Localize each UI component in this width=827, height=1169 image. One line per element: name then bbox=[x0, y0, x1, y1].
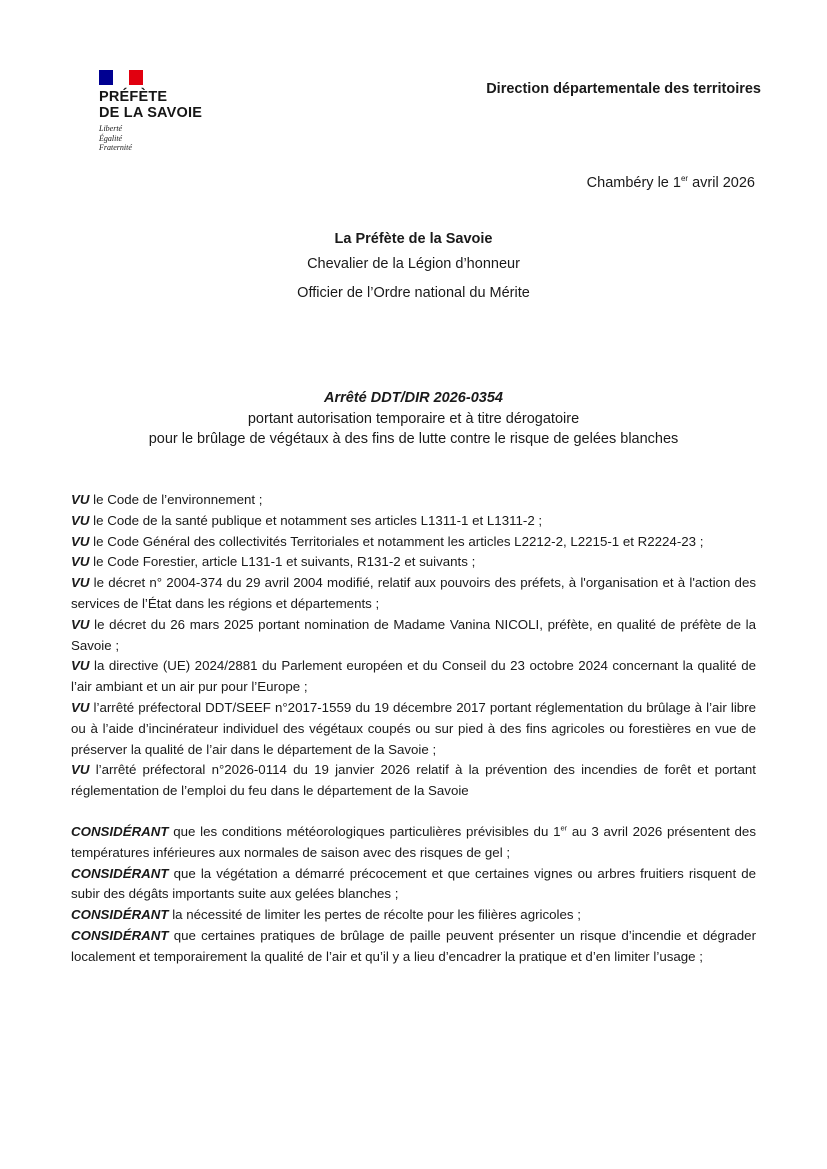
motto-egalite: Égalité bbox=[99, 133, 123, 143]
visa-text: l’arrêté préfectoral DDT/SEEF n°2017-1559 du 19 décembre 2017 portant réglementation du brûlage à l’air libre ou à l’aide d’incinérateur individuel des végétaux coupés ou sur pied à des fins agricoles ou forestières en vue de préserver la qualité de l’air dans le département de la Savoie ; bbox=[71, 699, 756, 757]
visa-text: le Code de la santé publique et notamment ses articles L1311-1 et L1311-2 ; bbox=[89, 512, 543, 528]
considerant-text-before: que les conditions météorologiques particulières prévisibles du 1 bbox=[168, 823, 561, 839]
visa-keyword: VU bbox=[71, 699, 90, 715]
arrete-subtitle-1: portant autorisation temporaire et à titre dérogatoire bbox=[247, 411, 580, 427]
prefet-title: La Préfète de la Savoie bbox=[334, 231, 493, 247]
document-date bbox=[587, 175, 755, 191]
visa-item bbox=[71, 552, 756, 573]
visa-item bbox=[71, 615, 756, 657]
considerant-keyword: CONSIDÉRANT bbox=[71, 823, 169, 839]
visa-keyword: VU bbox=[71, 492, 90, 507]
considerant-keyword: CONSIDÉRANT bbox=[71, 907, 169, 923]
visa-text: le Code Général des collectivités Territoriales et notamment les articles L2212-2, L2215-1 et R2224-23 ; bbox=[89, 533, 704, 549]
date-sup: er bbox=[680, 174, 689, 184]
considerant-sup: er bbox=[560, 823, 568, 833]
visa-item bbox=[71, 490, 756, 511]
visa-text: le décret du 26 mars 2025 portant nomination de Madame Vanina NICOLI, préfète, en qualité de préfète de la Savoie ; bbox=[71, 616, 756, 653]
motto-liberte: Liberté bbox=[99, 124, 123, 133]
visa-item bbox=[71, 573, 756, 615]
logo-line-2: DE LA SAVOIE bbox=[99, 105, 203, 121]
considerant-text-after: au 3 avril 2026 présentent des températures inférieures aux normales de saison avec des risques de gel ; bbox=[71, 823, 756, 860]
visa-keyword: VU bbox=[71, 658, 90, 674]
prefet-honor-2: Officier de l’Ordre national du Mérite bbox=[297, 285, 530, 301]
considerant-item bbox=[71, 822, 756, 864]
visa-keyword: VU bbox=[71, 616, 90, 632]
considerant-item bbox=[71, 905, 756, 926]
document-body bbox=[71, 490, 756, 968]
visa-keyword: VU bbox=[71, 512, 90, 528]
visa-item bbox=[71, 532, 756, 553]
prefet-honor-1: Chevalier de la Légion d’honneur bbox=[307, 256, 520, 272]
considerant-keyword: CONSIDÉRANT bbox=[71, 927, 169, 943]
visa-text: l’arrêté préfectoral n°2026-0114 du 19 janvier 2026 relatif à la prévention des incendies de forêt et portant réglementation de l’emploi du feu dans le département de la Savoie bbox=[71, 762, 756, 799]
date-suffix: avril 2026 bbox=[688, 175, 755, 191]
arrete-title: Arrêté DDT/DIR 2026-0354 bbox=[324, 390, 503, 406]
prefecture-logo bbox=[99, 70, 229, 153]
visa-text: le Code Forestier, article L131-1 et suivants, R131-2 et suivants ; bbox=[89, 554, 476, 570]
considerant-item bbox=[71, 926, 756, 968]
visa-keyword: VU bbox=[71, 575, 90, 591]
visa-item bbox=[71, 511, 756, 532]
visa-keyword: VU bbox=[71, 762, 90, 778]
visa-text: la directive (UE) 2024/2881 du Parlement européen et du Conseil du 23 octobre 2024 concernant la qualité de l’air ambiant et un air pur pour l’Europe ; bbox=[71, 658, 756, 695]
flag-red-band bbox=[129, 70, 143, 85]
logo-motto bbox=[99, 124, 229, 153]
motto-fraternite: Fraternité bbox=[99, 143, 132, 152]
visa-item bbox=[71, 760, 756, 802]
visa-keyword: VU bbox=[71, 533, 90, 549]
flag-blue-band bbox=[99, 70, 113, 85]
flag-white-band bbox=[113, 70, 129, 85]
arrete-subtitle-2: pour le brûlage de végétaux à des fins de lutte contre le risque de gelées blanches bbox=[148, 431, 679, 447]
logo-brand bbox=[99, 89, 229, 121]
considerant-text: la nécessité de limiter les pertes de récolte pour les filières agricoles ; bbox=[168, 907, 581, 923]
visa-keyword: VU bbox=[71, 554, 90, 570]
section-spacer bbox=[71, 802, 756, 822]
considerant-item bbox=[71, 864, 756, 906]
french-flag-icon bbox=[99, 70, 143, 85]
considerant-text: que la végétation a démarré précocement et que certaines vignes ou arbres fruitiers risquent de subir des dégâts importants suite aux gelées blanches ; bbox=[71, 865, 756, 902]
date-prefix: Chambéry le 1 bbox=[586, 175, 681, 191]
visa-item bbox=[71, 656, 756, 698]
considerant-keyword: CONSIDÉRANT bbox=[71, 865, 169, 881]
visa-item bbox=[71, 698, 756, 760]
considerant-text: que certaines pratiques de brûlage de paille peuvent présenter un risque d’incendie et dégrader localement et temporairement la qualité de l’air et qu’il y a lieu d’encadrer la pratique et d’en limiter l’usage ; bbox=[71, 927, 756, 964]
logo-line-1: PRÉFÈTE bbox=[99, 89, 168, 105]
direction-heading: Direction départementale des territoires bbox=[486, 81, 761, 97]
visa-text: le Code de l’environnement ; bbox=[89, 492, 263, 507]
visa-text: le décret n° 2004-374 du 29 avril 2004 modifié, relatif aux pouvoirs des préfets, à l'organisation et à l'action des services de l’État dans les régions et départements ; bbox=[71, 575, 756, 611]
